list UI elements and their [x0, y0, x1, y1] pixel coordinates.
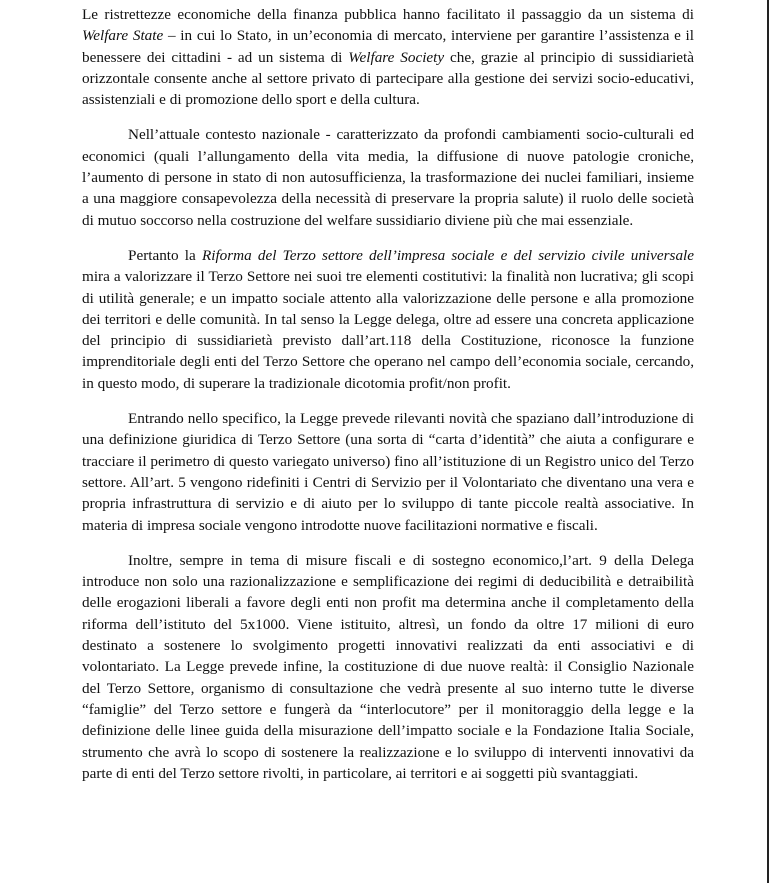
document-page	[82, 4, 694, 798]
italic-title-riforma: Riforma del Terzo settore dell’impresa sociale e del servizio civile universale	[201, 246, 694, 264]
text-run: che, grazie al principio di sussidiarietà orizzontale consente anche al settore privato di partecipare alla gestione dei servizi socio-educativi, assistenziali e di promozione dello sport e della cultura.	[82, 48, 694, 109]
page-edge-line	[767, 0, 769, 883]
paragraph-riforma	[82, 245, 694, 394]
italic-term-welfare-society: Welfare Society	[348, 48, 445, 66]
text-run: Le ristrettezze economiche della finanza pubblica hanno facilitato il passaggio da un sistema di	[82, 6, 694, 23]
text-run: Pertanto la	[128, 246, 202, 264]
paragraph-national-context: Nell’attuale contesto nazionale - caratterizzato da profondi cambiamenti socio-culturali ed economici (quali l’allungamento della vita media, la diffusione di nuove patologie croniche, l’aumento di persone in stato di non autosufficienza, la trasformazione dei nuclei familiari, insieme a una maggiore consapevolezza della necessità di preservare la propria salute) il ruolo delle società di mutuo soccorso nella costruzione del welfare sussidiario diviene più che mai essenziale.	[82, 126, 694, 229]
text-run: mira a valorizzare il Terzo Settore nei suoi tre elementi costitutivi: la finalità non lucrativa; gli scopi di utilità generale; e un impatto sociale attento alla valorizzazione delle persone e alla promozione dei territori e delle comunità. In tal senso la Legge delega, oltre ad essere una concreta applicazione del principio di sussidiarietà previsto dall’art.118 della Costituzione, riconosce la funzione imprenditoriale degli enti del Terzo Settore che operano nel campo dell’economia sociale, cercando, in questo modo, di superare la tradizionale dicotomia profit/non profit.	[82, 268, 694, 392]
text-run: – in cui lo Stato, in un’economia di mercato, interviene per garantire l’assistenza e il benessere dei cittadini - ad un sistema di	[82, 27, 694, 66]
italic-term-welfare-state: Welfare State	[82, 27, 164, 45]
paragraph-misure-fiscali: Inoltre, sempre in tema di misure fiscali e di sostegno economico,l’art. 9 della Delega introduce non solo una razionalizzazione e semplificazione dei regimi di deducibilità e detraibilità delle erogazioni liberali a favore degli enti non profit ma determina anche il completamento della riforma dell’istituto del 5x1000. Viene istituito, altresì, un fondo da oltre 17 milioni di euro destinato a sostenere lo svolgimento progetti innovativi realizzati da enti associativi e di volontariato. La Legge prevede infine, la costituzione di due nuove realtà: il Consiglio Nazionale del Terzo Settore, organismo di consultazione che vedrà presente al suo interno tutte le diverse “famiglie” del Terzo settore e fungerà da “interlocutore” per il monitoraggio della legge e la definizione delle linee guida della misurazione dell’impatto sociale e la Fondazione Italia Sociale, strumento che avrà lo scopo di sostenere la realizzazione e lo sviluppo di interventi innovativi da parte di enti del Terzo settore rivolti, in particolare, ai territori e ai soggetti più svantaggiati.	[82, 551, 694, 782]
paragraph-welfare-intro	[82, 4, 694, 110]
paragraph-novita-legge: Entrando nello specifico, la Legge prevede rilevanti novità che spaziano dall’introduzione di una definizione giuridica di Terzo Settore (una sorta di “carta d’identità” che aiuta a configurare e tracciare il perimetro di questo variegato universo) fino all’istituzione di un Registro unico del Terzo settore. All’art. 5 vengono ridefiniti i Centri di Servizio per il Volontariato che diventano una vera e propria infrastruttura di servizio e di aiuto per lo sviluppo di tante piccole realtà associative. In materia di impresa sociale vengono introdotte nuove facilitazioni normative e fiscali.	[82, 410, 694, 534]
